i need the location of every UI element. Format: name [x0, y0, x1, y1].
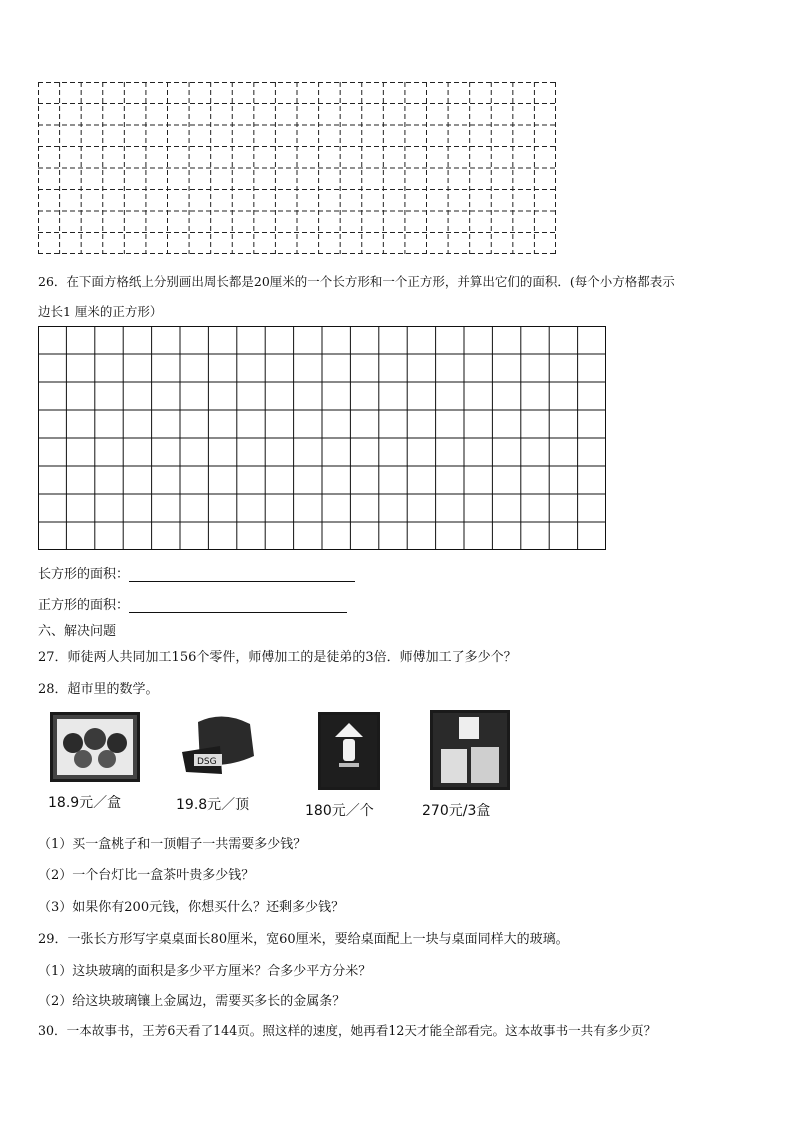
- square-area-blank[interactable]: [129, 598, 347, 613]
- rect-area-blank[interactable]: [129, 567, 355, 582]
- q26-text-line1: 26．在下面方格纸上分别画出周长都是20厘米的一个长方形和一个正方形，并算出它们的面积．(每个小方格都表示: [38, 274, 675, 289]
- q29-text: 29．一张长方形写字桌桌面长80厘米，宽60厘米，要给桌面配上一块与桌面同样大的玻璃。: [38, 932, 569, 947]
- q27-text: 27．师徒两人共同加工156个零件，师傅加工的是徒弟的3倍．师傅加工了多少个？: [38, 650, 517, 665]
- q29-sub2: （2）给这块玻璃镶上金属边，需要买多长的金属条？: [38, 994, 346, 1009]
- price-cap: 19.8元／顶: [176, 797, 250, 813]
- square-area-label: 正方形的面积：: [38, 598, 130, 613]
- q30-text: 30．一本故事书，王芳6天看了144页。照这样的速度，她再看12天才能全部看完。这本故事书一共有多少页？: [38, 1023, 657, 1038]
- q29-sub1: （1）这块玻璃的面积是多少平方厘米？合多少平方分米？: [38, 964, 372, 979]
- price-peach: 18.9元／盒: [48, 795, 122, 811]
- q28-title: 28．超市里的数学。: [38, 682, 159, 697]
- rect-area-answer: [38, 563, 355, 582]
- square-grid-paper[interactable]: [38, 326, 606, 550]
- peach-box-icon: [50, 712, 140, 782]
- tea-boxes-icon: [430, 710, 510, 790]
- q28-sub2: （2）一个台灯比一盒茶叶贵多少钱？: [38, 868, 255, 883]
- square-area-answer: [38, 594, 347, 613]
- section-title: 六、解决问题: [38, 624, 117, 639]
- cap-icon: [178, 712, 260, 776]
- svg-text:DSG: DSG: [197, 757, 217, 767]
- desk-lamp-icon: [318, 712, 380, 790]
- dashed-grid-lines: [38, 82, 556, 254]
- square-grid-lines: [38, 326, 606, 550]
- price-lamp: 180元／个: [305, 803, 374, 819]
- dashed-grid: [38, 82, 556, 254]
- rect-area-label: 长方形的面积：: [38, 567, 130, 582]
- q26-text-line2: 边长1 厘米的正方形）: [38, 304, 163, 319]
- q28-sub3: （3）如果你有200元钱，你想买什么？还剩多少钱？: [38, 900, 345, 915]
- q28-sub1: （1）买一盒桃子和一顶帽子一共需要多少钱？: [38, 837, 307, 852]
- price-tea: 270元/3盒: [422, 803, 491, 819]
